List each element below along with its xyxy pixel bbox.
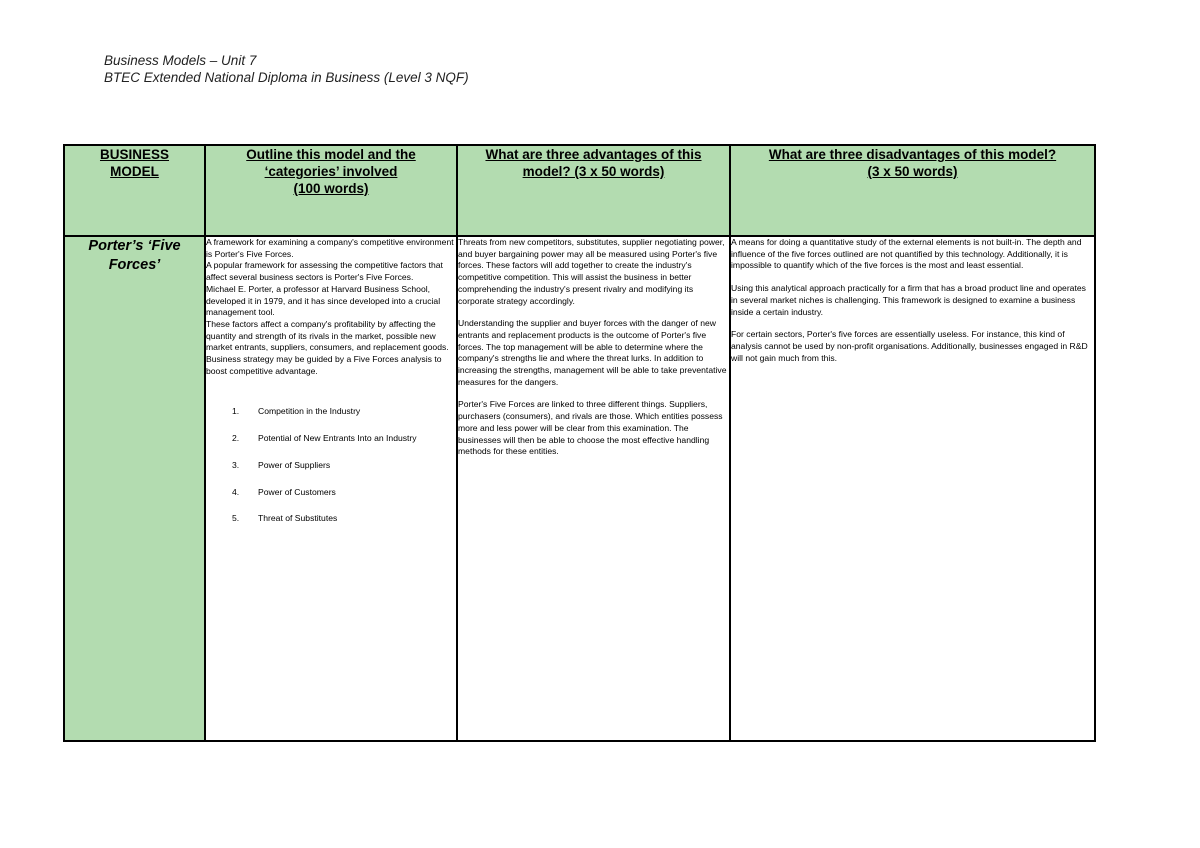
- header-business-model: BUSINESS MODEL: [64, 145, 205, 236]
- five-forces-list: [206, 406, 456, 525]
- outline-paragraph: Michael E. Porter, a professor at Harvard Business School, developed it in 1979, and it has since developed into a crucial management tool.: [206, 283, 441, 318]
- business-model-table: [63, 144, 1096, 742]
- list-item: 4. Power of Customers: [232, 486, 336, 497]
- list-item: 2. Potential of New Entrants Into an Industry: [232, 433, 417, 444]
- header-course-title: BTEC Extended National Diploma in Business (Level 3 NQF): [104, 70, 469, 85]
- outline-paragraph: These factors affect a company's profitability by affecting the quantity and strength of its rivals in the market, possible new market entrants, suppliers, consumers, and replacement goods.: [206, 318, 449, 353]
- outline-paragraph: A popular framework for assessing the competitive factors that affect several business sectors is Porter's Five Forces.: [206, 260, 443, 283]
- list-item: 5. Threat of Substitutes: [232, 513, 338, 524]
- header-unit-title: Business Models – Unit 7: [104, 53, 257, 68]
- advantage-paragraph: Understanding the supplier and buyer forces with the danger of new entrants and replacement products is the outcome of Porter's five forces. The top management will be able to determine where the company's strengths lie and where the threat lurks. In addition to increasing the strengths, management will be able to take preventative measures for the dangers.: [458, 318, 727, 387]
- disadvantage-paragraph: Using this analytical approach practically for a firm that has a broad product line and operates in several market niches is challenging. This framework is designed to examine a business inside a certain industry.: [731, 283, 1086, 317]
- header-disadvantages: What are three disadvantages of this model? (3 x 50 words): [730, 145, 1095, 236]
- table-row: [64, 236, 1095, 741]
- list-item: 1. Competition in the Industry: [232, 406, 361, 417]
- page-header: [104, 52, 469, 86]
- list-item: 3. Power of Suppliers: [232, 459, 331, 470]
- table-header-row: [64, 145, 1095, 236]
- disadvantage-paragraph: For certain sectors, Porter's five forces are essentially useless. For instance, this kind of analysis cannot be used by non-profit organisations. Additionally, businesses engaged in R&D will not gain much from this.: [731, 329, 1088, 363]
- outline-paragraph: Business strategy may be guided by a Five Forces analysis to boost competitive advantage.: [206, 354, 442, 376]
- model-name-cell: Porter’s ‘Five Forces’: [64, 236, 205, 741]
- advantages-cell: [457, 236, 730, 741]
- disadvantages-cell: [730, 236, 1095, 741]
- outline-cell: [205, 236, 457, 741]
- advantage-paragraph: Porter's Five Forces are linked to three different things. Suppliers, purchasers (consumers), and rivals are those. Which entities possess more and less power will be clear from this examination. The businesses will then be able to choose the most effective handling methods for these entities.: [458, 399, 723, 457]
- disadvantage-paragraph: A means for doing a quantitative study of the external elements is not built-in. The depth and influence of the five forces outlined are not quantified by this technology. Additionally, it is impossible to quantify which of the five forces is the most and least essential.: [731, 237, 1082, 271]
- header-advantages: What are three advantages of this model? (3 x 50 words): [457, 145, 730, 236]
- outline-paragraph: A framework for examining a company's competitive environment is Porter's Five Forces.: [206, 237, 454, 259]
- header-outline: Outline this model and the ‘categories’ involved (100 words): [205, 145, 457, 236]
- advantage-paragraph: Threats from new competitors, substitutes, supplier negotiating power, and buyer bargaining power may all be measured using Porter's five forces. These factors will add together to create the industry's competitive competition. This will assist the business in better comprehending the industry's present rivalry and modifying its corporate strategy accordingly.: [458, 237, 725, 306]
